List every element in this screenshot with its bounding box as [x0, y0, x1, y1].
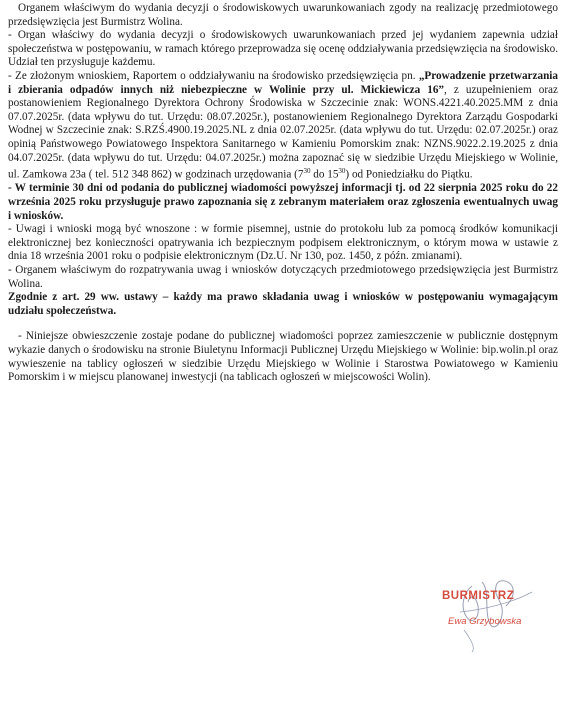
paragraph-documents-intro: - Ze złożonym wnioskiem, Raportem o oddziaływaniu na środowisko przedsięwzięcia pn.: [8, 69, 419, 82]
paragraph-publication: - Niniejsze obwieszczenie zostaje podane do publicznej wiadomości poprzez zamieszczenie w publicznie dostępnym wykazie danych o środowisku na stronie Biuletynu Informacji Publicznej Urzędu Miejskiego w Wolinie: bip.wolin.pl oraz wywieszenie na tablicy ogłoszeń w siedzibie Urzędu Miejskiego w Wolinie i Starostwa Powiatowego w Kamieniu Pomorskim i w miejscu planowanej inwestycji (na tablicach ogłoszeń w miejscowości Wolin).: [8, 330, 558, 384]
paragraph-right-to-comment: Zgodnie z art. 29 ww. ustawy – każdy ma prawo składania uwag i wniosków w postępowaniu wymagającym udziału społeczeństwa.: [8, 291, 558, 317]
paragraph-public-participation: - Organ właściwy do wydania decyzji o środowiskowych uwarunkowaniach przed jej wydaniem zapewnia udział społeczeństwa w postępowaniu, w ramach którego przeprowadza się ocenę oddziaływania przedsięwzięcia na środowisko. Udział ten przysługuje każdemu.: [8, 29, 558, 69]
signature-name: Ewa Grzybowska: [448, 616, 522, 627]
paragraph-competent-authority: Organem właściwym do wydania decyzji o środowiskowych uwarunkowaniach zgody na realizację przedmiotowego przedsięwzięcia jest Burmistrz Wolina.: [8, 2, 558, 28]
hours-start-superscript: 30: [303, 167, 311, 176]
paragraph-documents-available: [8, 70, 558, 182]
paragraph-reviewing-authority: - Organem właściwym do rozpatrywania uwag i wniosków dotyczących przedmiotowego przedsięwzięcia jest Burmistrz Wolina.: [8, 264, 558, 290]
hours-end-superscript: 30: [338, 167, 346, 176]
hours-to: do 15: [310, 168, 339, 181]
signature-title: BURMISTRZ: [442, 590, 515, 602]
paragraph-submission-forms: - Uwagi i wnioski mogą być wnoszone : w formie pisemnej, ustnie do protokołu lub za pomocą środków komunikacji elektronicznej bez konieczności opatrywania ich bezpiecznym podpisem elektronicznym, o którym mowa w ustawie z dnia 18 września 2001 roku o podpisie elektronicznym (Dz.U. Nr 130, poz. 1450, z późn. zmianami).: [8, 223, 558, 263]
paragraph-deadline: - W terminie 30 dni od podania do publicznej wiadomości powyższej informacji tj. od 22 sierpnia 2025 roku do 22 września 2025 roku przysługuje prawo zapoznania się z zebranym materiałem oraz zgłoszenia ewentualnych uwag i wniosków.: [8, 182, 558, 222]
project-name: „Prowadzenie przetwarzania i zbierania odpadów innych niż niebezpieczne w Wolinie przy ul. Mickiewicza 16”: [8, 69, 558, 96]
paragraph-documents-details: , z uzupełnieniem oraz postanowieniem Regionalnego Dyrektora Ochrony Środowiska w Szczecinie znak: WONS.4221.40.2025.MM z dnia 07.07.2025r. (data wpływu do tut. Urzędu: 08.07.2025r.), postanowieniem Regionalnego Dyrektora Zarządu Gospodarki Wodnej w Szczecinie znak: S.RZŚ.4900.19.2025.NL z dnia 02.07.2025r. (data wpływu do tut. Urzędu: 02.07.2025r.) oraz opinią Państwowego Powiatowego Inspektora Sanitarnego w Kamieniu Pomorskim znak: NZNS.9022.2.19.2025 z dnia 04.07.2025r. (data wpływu do tut. Urzędu: 04.07.2025r.) można zapoznać się w siedzibie Urzędu Miejskiego w Wolinie, ul. Zamkowa 23a ( tel. 512 348 862) w godzinach urzędowania (7: [8, 83, 558, 181]
signature-stamp: [420, 572, 560, 652]
paragraph-documents-days: ) od Poniedziałku do Piątku.: [345, 168, 473, 181]
signature-scribble-icon: [420, 572, 560, 652]
